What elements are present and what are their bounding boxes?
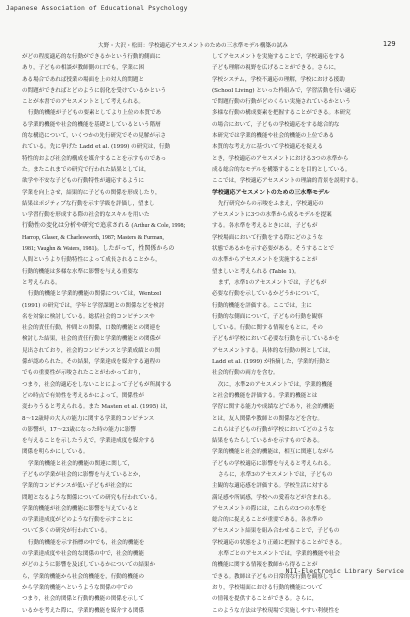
body-text-line: た。またこれまでの研究で行われた結果としては， <box>22 166 150 173</box>
body-text-line: の場合において，子どもの学校適応をする総合的な <box>212 121 340 128</box>
body-text-line: 検討した結果，社会的責任行動と学業的機能との関係が <box>22 336 161 343</box>
body-text-line: 行動的な側面について，子どもの行動を観察 <box>212 313 323 320</box>
body-text-line: とき，学校適応のアセスメントにおける3つの水準から <box>212 155 349 162</box>
body-text-line: 多様な行動の構成要素を把握することができる。本研究 <box>212 110 351 117</box>
body-text-line: がどの程度適応的な行動ができるかという行動的側面に <box>22 54 161 60</box>
body-text-line: の情報を提供することができる。さらに， <box>212 596 318 603</box>
body-text-line: 学校システム，学校不適応の理解，学校における援助 <box>212 76 345 83</box>
page-number: 129 <box>383 40 396 48</box>
body-text-line: 問題となるような関係についての研究も行われている。 <box>22 494 161 501</box>
body-text-line: で問題行動の行動がどのくらい実施されているかという <box>212 99 351 106</box>
body-text-line: 特性的および社会的構成を媒介することを示すものであっ <box>22 155 167 162</box>
body-text-line: 成る総合的なモデルを構築することを目的としている。 <box>212 166 351 173</box>
body-text-line: これらは子どもの行動が学校においてどのような <box>212 426 335 433</box>
body-text-line: 1981; Vaughn & Waters, 1981)。したがって，性関係からの <box>22 246 175 253</box>
body-text-line: 行動的機能を示す指標の中でも，社会的機能を <box>28 539 145 546</box>
running-head: 大野・大沢・松田：学校適応アセスメントのための三水準モデル構築の試み <box>98 43 288 49</box>
body-text-line: このような方法は学校現場で実施しやすい利便性を <box>212 607 340 614</box>
section-heading: 学校適応アセスメントのための三水準モデル <box>212 189 330 196</box>
body-text-line: おり，学校場面における行動的機能について <box>212 584 323 591</box>
body-text-line: 学習に関する能力や成績などであり，社会的機能 <box>212 404 335 411</box>
body-text-line: 変わりうると考えられる。また Masten et al. (1995) は， <box>22 404 172 411</box>
body-text-line: れている。先に挙げた Ladd et al. (1999) の研究は，行動 <box>22 144 171 151</box>
body-text-line: つまり，社会的関係と行動的機能の関係を示して <box>22 596 145 603</box>
body-text-line: 行動的機能と学業的機能の関係については，Wentzel <box>28 291 162 298</box>
body-text-line: 人間というより行動特性によって成長されることから， <box>22 257 161 264</box>
body-text-line: と社会的機能を評価する。学業的機能とは <box>212 392 318 399</box>
body-text-line: 学校適応の状態をより正確に把握することができる。 <box>212 539 346 546</box>
body-text-line: の学業達成度や社会的な関係の中で，社会的機能 <box>22 551 144 558</box>
body-text-line: 先行研究からの示唆をふまえ，学校適応の <box>218 200 324 207</box>
body-text-line: してアセスメントを実施することで，学校適応をする <box>212 54 345 60</box>
body-text-line: 行動的機能を評価する。ここでは，主に <box>212 302 312 309</box>
body-text-line: 子どもが学校において必要な行動を示しているかを <box>212 336 340 343</box>
body-text-line: の学業達成度がどのような行動を示すことに <box>22 517 133 524</box>
body-text-line: でもの重要性が示唆されたことがわかっており， <box>22 370 145 377</box>
body-text-line: ら，学業的機能から社会的機能を，行動的機能の <box>22 573 145 580</box>
body-text-line: 学業的機能と社会的機能の関連に関して， <box>28 460 134 467</box>
body-text-line: できる。教師は子どもの日常的な行動を観察して <box>212 573 335 580</box>
body-text-line: アセスメントに3つの水準から成るモデルを提案 <box>212 212 332 219</box>
body-text-line: がどのように影響を及ぼしているかについての結果か <box>22 562 156 569</box>
body-text-line: 主観的な適応感を評価する。学校生活に対する <box>212 483 329 490</box>
body-text-line: と考えられる。 <box>22 279 61 286</box>
body-text-line: から学業的機能へというような関係の中での <box>22 584 133 591</box>
body-text-line: 次に，水準2のアセスメントでは，学業的機能 <box>218 381 333 388</box>
body-text-line: ここでは，学校適応アセスメントの理論的背景を説明する。 <box>212 178 362 185</box>
body-text-line: 社会的責任行動，仲間との関係，口数的機能との関連を <box>22 325 161 332</box>
body-text-line: 学業的機能と社会的機能は，相互に関連しながら <box>212 449 335 456</box>
body-text-line: 社会的行動の両方を含む。 <box>212 370 279 377</box>
body-text-line: とは，友人関係や教師との関係などを含む。 <box>212 415 323 422</box>
body-text-line: 結果をもたらしているかを示すものである。 <box>212 438 323 445</box>
body-text-line: する。各水準を考えるときには，子どもが <box>212 223 318 230</box>
body-text-line: (1991) の研究では，学年と学習課題との関係などを検討 <box>22 302 165 309</box>
body-text-line: 行動性の変化は分析や研究で追求される (Arthur & Cole, 1998; <box>22 223 186 230</box>
body-text-line: 結果はポジティブな行動を示す学級を評価し，望まし <box>22 200 155 207</box>
body-text-line: 行動的機能が子どもの要素としてより上位の本質であ <box>28 110 162 117</box>
body-text-line: ある場合であれば授業の場面を上の対人的問題と <box>22 76 145 83</box>
body-text-line: 望ましいと考えられる (Table 1)。 <box>212 268 300 275</box>
body-text-line: の水準からアセスメントを実施することが <box>212 257 318 264</box>
body-text-line: 必要な行動を示しているかどうかについて， <box>212 291 323 298</box>
body-text-line: 見出されており，社会的コンピテンスと学業成績との関 <box>22 347 161 354</box>
body-text-line: 水準ごとのアセスメントでは，学業的機能や社会 <box>218 551 340 558</box>
body-text-line: 学業的コンピテンスが低い子どもが社会的に <box>22 483 133 490</box>
body-text-line: 本研究では学業的機能や社会的機能の上位である <box>212 133 335 140</box>
body-text-line: アセスメント結果を組み合わせることで，子どもの <box>212 528 340 535</box>
body-text-line: さらに，水準3のアセスメントでは，子どもの <box>218 471 333 478</box>
body-text-line: アセスメントの際には，これらの3つの水準を <box>212 505 327 512</box>
body-text-line: 的な構造について，いくつかの先行研究でその見解が示さ <box>22 133 166 140</box>
body-text-line: している。行動に関する情報をもとに，その <box>212 325 323 332</box>
body-text-line: 係が認められた。その結果，学業達成を媒介する過程の <box>22 359 161 366</box>
body-text-line: 子どもの学業が社会的に影響を与えているとか， <box>22 471 145 478</box>
body-text-line: 8～12歳時の大人の能力に関する学業的コンピテンス <box>22 415 155 422</box>
body-text-line: 総合的に捉えることが重要である。各水準の <box>212 517 323 524</box>
body-text-line: どの時点で有効性を考えるかによって，関係性が <box>22 392 144 399</box>
body-text-line: を与えることを示したうえで，学業達成度を媒介する <box>22 438 156 445</box>
body-text-line: 名を対象に検討している。総括社会的コンピテンスや <box>22 313 155 320</box>
body-text-line: アセスメントする。具体的な行動の例としては， <box>212 347 334 354</box>
body-text-line: ついて多くの研究が行われている。 <box>22 528 111 535</box>
body-text-line: Ladd et al. (1999) が指摘した，学業的行動と <box>212 359 331 366</box>
body-text-line: いるかを考えた際に，学業的機能を媒介する関係 <box>22 607 145 614</box>
left-text-column <box>22 52 197 617</box>
body-text-line: 学業を向上させ，結果的に子どもの関係を形成したり， <box>22 189 161 196</box>
body-text-line: 満足感や所属感，学校への愛着などが含まれる。 <box>212 494 335 501</box>
body-text-line: ことが本書でのアセスメントとして考えられる。 <box>22 99 144 106</box>
right-text-column <box>212 52 387 617</box>
body-text-line: 行動的機能は多様な水準に影響を与える重要な <box>22 268 139 275</box>
body-text-line: (School Living) といった枠組みで，学習活動を行い適応 <box>212 87 357 94</box>
body-text-line: あり，子どもの相談が教師側の口でも，学業に困 <box>22 65 145 72</box>
body-text-line: 状態であるかを示す必要がある。そうすることで <box>212 246 335 253</box>
body-text-line: 子ども理解の視野を広げることができる。さらに， <box>212 65 340 72</box>
body-text-line: の影響が，17～23歳になった時の能力に影響 <box>22 426 136 433</box>
body-text-line: 的機能に関する情報を教師から得ることが <box>212 562 318 569</box>
journal-name: Japanese Association of Educational Psychology <box>6 4 188 12</box>
body-text-line: 関係を明らかにしている。 <box>22 449 89 456</box>
body-text-line: の問題ができればとどのように弱化を受けているかという <box>22 87 167 94</box>
body-text-line: い学習行動を形成する際の社会的なスキルを用いた <box>22 212 150 219</box>
body-text-line: まず，水準1のアセスメントでは，子どもが <box>218 279 327 286</box>
body-text-line: 学業的機能が社会的機能に影響を与えていると <box>22 505 139 512</box>
body-text-line: 欲学や不安な子どもの行動特性が適応するように <box>22 178 145 185</box>
body-text-line: Harrop, Glaser, & Charlesworth, 1987; Masters & Furman, <box>22 234 164 241</box>
body-text-line: 子どもの学校適応に影響を与えると考えられる。 <box>212 460 335 467</box>
body-text-line: 本質的な考え方に基づいて学校適応を捉える <box>212 144 323 151</box>
body-text-line: 学校場面において行動をする際にどのような <box>212 234 323 241</box>
body-text-line: る学業的機能や社会的機能を基礎としているという階層 <box>22 121 161 128</box>
library-service-footer: NII-Electronic Library Service <box>285 567 404 575</box>
body-text-line: つまり，社会的適応をしないことによって子どもが所属する <box>22 381 172 388</box>
